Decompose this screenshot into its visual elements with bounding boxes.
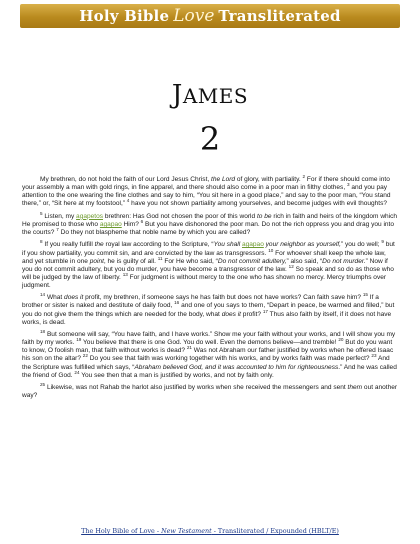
header-title-right: Transliterated bbox=[218, 7, 341, 25]
greek-word-link[interactable]: agapao bbox=[241, 241, 264, 249]
scripture-text bbox=[22, 176, 398, 405]
book-title bbox=[0, 80, 420, 110]
book-title-rest: AMES bbox=[182, 84, 249, 108]
greek-word-link[interactable]: agapao bbox=[99, 220, 122, 228]
paragraph-verse-25: $^{25}$ Likewise, was not Rahab the harlot also justified by works when she received the messengers and sent them out another way? bbox=[22, 382, 398, 400]
paragraph-verse-1: My brethren, do not hold the faith of our Lord Jesus Christ, the Lord of glory, with partiality. $^2$ For if there should come into your assembly a man with gold rings, in fine apparel, and there should also come in a poor man in filthy clothes, $^3$ and you pay attention to the one wearing the fine clothes and say to him, “You sit here in a good place,” and say to the poor man, “You stand there,” or, “Sit here at my footstool,” $^4$ have you not shown partiality among yourselves, and become judges with evil thoughts? bbox=[22, 174, 391, 208]
book-title-initial: J bbox=[171, 80, 183, 110]
header-title-left: Holy Bible bbox=[79, 7, 170, 25]
header-banner bbox=[20, 4, 400, 28]
chapter-number: 2 bbox=[199, 120, 221, 158]
header-title-love: Love bbox=[173, 6, 215, 26]
paragraph-verse-18: $^{18}$ But someone will say, “You have faith, and I have works.” Show me your faith without your works, and I will show you my faith by my works. $^{19}$ You believe that there is one God. You do well. Even the demons believe—and tremble! $^{20}$ But do you want to know, O foolish man, that faith without works is dead? $^{21}$ Was not Abraham our father justified by works when he offered Isaac his son on the altar? $^{22}$ Do you see that faith was working together with his works, and by works faith was made perfect? $^{23}$ And the Scripture was fulfilled which says, “Abraham believed God, and it was accounted to him for righteousness.” And he was called the friend of God. $^{24}$ You see then that a man is justified by works, and not by faith only. bbox=[22, 329, 397, 379]
paragraph-verse-8: $^8$ If you really fulfill the royal law according to the Scripture, “You shall agapao your neighbor as yourself,” you do well; $^9$ but if you show partiality, you commit sin, and are convicted by the law as transgressors. $^{10}$ For whoever shall keep the whole law, and yet stumble in one point, he is guilty of all. $^{11}$ For He who said, “Do not commit adultery,” also said, “Do not murder.” Now if you do not commit adultery, but you do murder, you have become a transgressor of the law. $^{12}$ So speak and so do as those who will be judged by the law of liberty. $^{13}$ For judgment is without mercy to the one who has shown no mercy. Mercy triumphs over judgment. bbox=[22, 239, 395, 289]
paragraph-verse-5: $^5$ Listen, my agapetos brethren: Has God not chosen the poor of this world to be rich in faith and heirs of the kingdom which He promised to those who agapao Him? $^6$ But you have dishonored the poor man. Do not the rich oppress you and drag you into the courts? $^7$ Do they not blaspheme that noble name by which you are called? bbox=[22, 210, 398, 236]
greek-word-link[interactable]: agapetos bbox=[76, 212, 103, 220]
paragraph-verse-14: $^{14}$ What does it profit, my brethren, if someone says he has faith but does not have works? Can faith save him? $^{15}$ If a brother or sister is naked and destitute of daily food, $^{16}$ and one of you says to them, “Depart in peace, be warmed and filled,” but you do not give them the things which are needed for the body, what does it profit? $^{17}$ Thus also faith by itself, if it does not have works, is dead. bbox=[22, 292, 395, 326]
footer-link[interactable]: The Holy Bible of Love - New Testament - Transliterated / Expounded (HBLT/E) bbox=[81, 527, 339, 535]
